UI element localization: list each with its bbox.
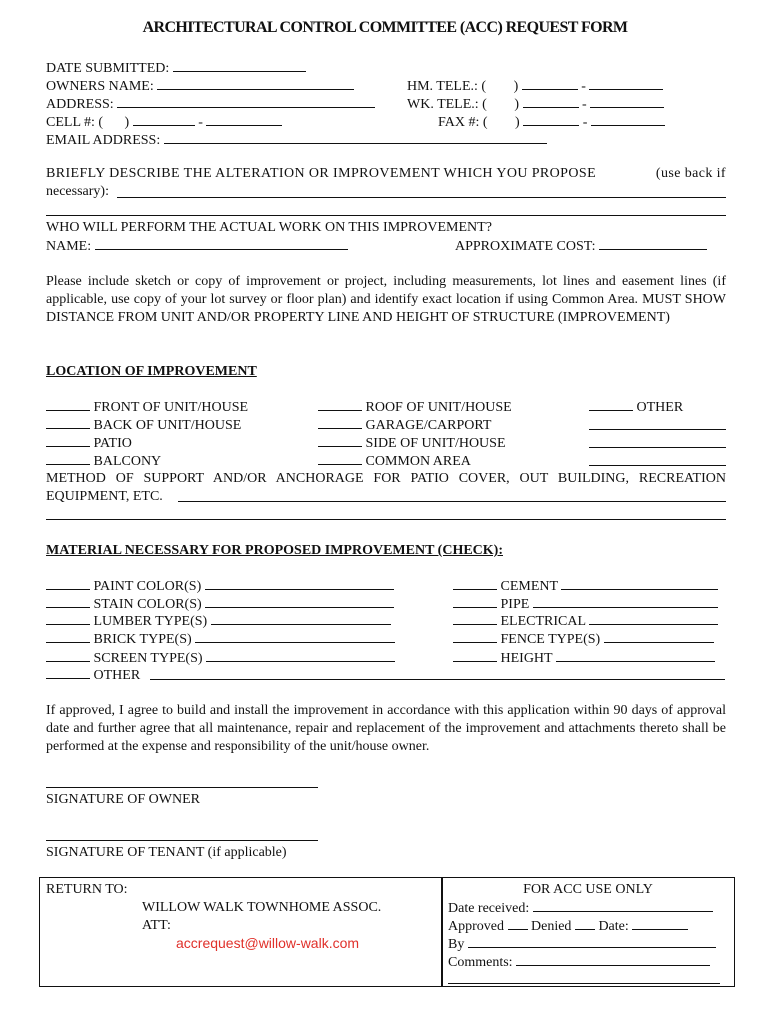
work-name-label: NAME:	[46, 239, 92, 254]
checkbox-line[interactable]	[318, 398, 362, 411]
return-to-box	[39, 877, 443, 987]
loc-other-line-3[interactable]	[589, 465, 726, 466]
mat-lumber[interactable]	[46, 612, 391, 630]
mat-cement[interactable]	[453, 577, 718, 595]
date-submitted-line[interactable]	[173, 59, 306, 72]
loc-other-line-1[interactable]	[589, 429, 726, 430]
loc-patio[interactable]	[46, 434, 132, 452]
acc-date-received-field[interactable]	[448, 899, 713, 917]
cost-field[interactable]	[455, 237, 707, 255]
loc-back-label: BACK OF UNIT/HOUSE	[93, 418, 242, 433]
hm-tele-number-line[interactable]	[589, 77, 663, 90]
checkbox-line[interactable]	[46, 434, 90, 447]
email-label: EMAIL ADDRESS:	[46, 133, 161, 148]
checkbox-line[interactable]	[46, 452, 90, 465]
mat-electrical-line[interactable]	[589, 612, 718, 625]
mat-fence-line[interactable]	[604, 630, 714, 643]
form-title: ARCHITECTURAL CONTROL COMMITTEE (ACC) REQUEST FORM	[142, 19, 628, 36]
acc-comments-line[interactable]	[516, 953, 710, 966]
loc-roof[interactable]	[318, 398, 512, 416]
acc-date-received-line[interactable]	[533, 899, 713, 912]
agreement-paragraph: If approved, I agree to build and install the improvement in accordance with this application within 90 days of approval date and further agree that all maintenance, repair and replacement of the improvement and attachments thereto shall be performed at the expense and responsibility of the unit/house owner.	[46, 703, 726, 754]
describe-label-cont: necessary):	[46, 184, 109, 199]
loc-balcony[interactable]	[46, 452, 161, 470]
method-line-b[interactable]	[46, 519, 726, 520]
mat-electrical-label: ELECTRICAL	[500, 614, 586, 629]
loc-balcony-label: BALCONY	[93, 454, 162, 469]
cell-label: CELL #: (	[46, 115, 104, 130]
mat-fence[interactable]	[453, 630, 714, 648]
work-name-field[interactable]	[46, 237, 348, 255]
checkbox-line[interactable]	[46, 630, 90, 643]
address-field[interactable]	[46, 95, 375, 113]
checkbox-line[interactable]	[453, 577, 497, 590]
acc-by-line[interactable]	[468, 935, 716, 948]
mat-stain[interactable]	[46, 595, 394, 613]
mat-other-line[interactable]	[150, 679, 725, 680]
acc-by-field[interactable]	[448, 935, 716, 953]
owner-signature-label: SIGNATURE OF OWNER	[46, 792, 200, 807]
loc-garage[interactable]	[318, 416, 491, 434]
checkbox-line[interactable]	[46, 416, 90, 429]
describe-line-2[interactable]	[46, 215, 726, 216]
checkbox-line[interactable]	[589, 398, 633, 411]
cell-field[interactable]	[46, 113, 282, 131]
checkbox-line[interactable]	[453, 595, 497, 608]
cell-paren-close: )	[124, 115, 130, 130]
mat-fence-label: FENCE TYPE(S)	[500, 632, 601, 647]
mat-other-label: OTHER	[93, 668, 141, 683]
acc-title: FOR ACC USE ONLY	[523, 882, 653, 897]
mat-paint-line[interactable]	[205, 577, 394, 590]
describe-note: (use back if	[655, 166, 726, 181]
wk-tele-label: WK. TELE.: (	[407, 97, 487, 112]
fax-field[interactable]	[438, 113, 665, 131]
mat-paint-label: PAINT COLOR(S)	[93, 579, 202, 594]
mat-electrical[interactable]	[453, 612, 718, 630]
mat-pipe-line[interactable]	[533, 595, 718, 608]
mat-brick-label: BRICK TYPE(S)	[93, 632, 192, 647]
loc-common-label: COMMON AREA	[365, 454, 471, 469]
loc-back[interactable]	[46, 416, 241, 434]
loc-garage-label: GARAGE/CARPORT	[365, 418, 492, 433]
describe-label-row	[46, 165, 726, 182]
mat-height-line[interactable]	[556, 649, 715, 662]
acc-date-label: Date:	[598, 919, 629, 934]
owners-name-label: OWNERS NAME:	[46, 79, 154, 94]
acc-date-received-label: Date received:	[448, 901, 530, 916]
wk-tele-number-line[interactable]	[590, 95, 664, 108]
describe-line-1[interactable]	[117, 197, 726, 198]
fax-dash: -	[582, 115, 588, 130]
mat-pipe-label: PIPE	[500, 597, 530, 612]
location-heading: LOCATION OF IMPROVEMENT	[46, 364, 257, 379]
loc-roof-label: ROOF OF UNIT/HOUSE	[365, 400, 512, 415]
mat-screen-label: SCREEN TYPE(S)	[93, 651, 203, 666]
checkbox-line[interactable]	[453, 649, 497, 662]
loc-other[interactable]	[589, 398, 683, 416]
mat-brick-line[interactable]	[195, 630, 395, 643]
method-line-1: METHOD OF SUPPORT AND/OR ANCHORAGE FOR PATIO COVER, OUT BUILDING, RECREATION	[46, 471, 726, 486]
mat-lumber-line[interactable]	[211, 612, 391, 625]
wk-tele-field[interactable]	[407, 95, 664, 113]
mat-stain-line[interactable]	[205, 595, 394, 608]
loc-patio-label: PATIO	[93, 436, 132, 451]
checkbox-line[interactable]	[318, 434, 362, 447]
mat-stain-label: STAIN COLOR(S)	[93, 597, 202, 612]
acc-denied-label: Denied	[531, 919, 572, 934]
email-field[interactable]	[46, 131, 547, 149]
acc-comments-field[interactable]	[448, 953, 710, 971]
acc-date-line[interactable]	[632, 917, 688, 930]
return-org: WILLOW WALK TOWNHOME ASSOC.	[142, 900, 382, 915]
email-line[interactable]	[164, 131, 547, 144]
mat-screen-line[interactable]	[206, 649, 395, 662]
loc-side[interactable]	[318, 434, 506, 452]
date-submitted-label: DATE SUBMITTED:	[46, 61, 170, 76]
checkbox-line[interactable]	[318, 416, 362, 429]
acc-comments-label: Comments:	[448, 955, 513, 970]
return-email-link[interactable]: accrequest@willow-walk.com	[176, 935, 360, 951]
describe-label: BRIEFLY DESCRIBE THE ALTERATION OR IMPROVEMENT WHICH YOU PROPOSE	[46, 166, 597, 181]
mat-cement-label: CEMENT	[500, 579, 558, 594]
cell-prefix-line[interactable]	[133, 113, 195, 126]
checkbox-line[interactable]	[46, 595, 90, 608]
fax-prefix-line[interactable]	[523, 113, 579, 126]
mat-cement-line[interactable]	[561, 577, 718, 590]
hm-tele-paren-close: )	[513, 79, 519, 94]
work-question: WHO WILL PERFORM THE ACTUAL WORK ON THIS IMPROVEMENT?	[46, 220, 492, 235]
instructions-paragraph: Please include sketch or copy of improvement or project, including measurements, lot lines and easement lines (if applicable, use copy of your lot survey or floor plan) and identify exact location if using Common Area. MUST SHOW DISTANCE FROM UNIT AND/OR PROPERTY LINE AND HEIGHT OF STRUCTURE (IMPROVEMENT)	[46, 274, 726, 325]
mat-lumber-label: LUMBER TYPE(S)	[93, 614, 208, 629]
mat-paint[interactable]	[46, 577, 394, 595]
work-name-line[interactable]	[95, 237, 348, 250]
loc-other-line-2[interactable]	[589, 447, 726, 448]
loc-side-label: SIDE OF UNIT/HOUSE	[365, 436, 506, 451]
acc-approval-field[interactable]	[448, 917, 688, 935]
checkbox-line[interactable]	[46, 577, 90, 590]
address-label: ADDRESS:	[46, 97, 114, 112]
mat-screen[interactable]	[46, 649, 395, 667]
fax-label: FAX #: (	[438, 115, 488, 130]
checkbox-line[interactable]	[46, 649, 90, 662]
loc-front-label: FRONT OF UNIT/HOUSE	[93, 400, 249, 415]
acc-use-box	[441, 877, 735, 987]
mat-brick[interactable]	[46, 630, 395, 648]
acc-denied-line[interactable]	[575, 917, 595, 930]
hm-tele-field[interactable]	[407, 77, 663, 95]
tenant-signature-line[interactable]	[46, 840, 318, 841]
checkbox-line[interactable]	[46, 666, 90, 679]
hm-tele-dash: -	[581, 79, 586, 94]
mat-other[interactable]	[46, 666, 140, 684]
owners-name-field[interactable]	[46, 77, 354, 95]
mat-height-label: HEIGHT	[500, 651, 553, 666]
return-att: ATT:	[142, 918, 171, 933]
checkbox-line[interactable]	[453, 630, 497, 643]
checkbox-line[interactable]	[46, 398, 90, 411]
date-submitted-field[interactable]	[46, 59, 306, 77]
method-line-a[interactable]	[178, 501, 726, 502]
mat-pipe[interactable]	[453, 595, 718, 613]
wk-tele-dash: -	[582, 97, 587, 112]
tenant-signature-label: SIGNATURE OF TENANT (if applicable)	[46, 845, 287, 860]
material-heading: MATERIAL NECESSARY FOR PROPOSED IMPROVEMENT (CHECK):	[46, 543, 503, 558]
mat-height[interactable]	[453, 649, 715, 667]
checkbox-line[interactable]	[453, 612, 497, 625]
return-to-label: RETURN TO:	[46, 882, 128, 897]
method-label-2: EQUIPMENT, ETC.	[46, 489, 163, 504]
wk-tele-prefix-line[interactable]	[523, 95, 579, 108]
owners-name-line[interactable]	[157, 77, 354, 90]
owner-signature-line[interactable]	[46, 787, 318, 788]
checkbox-line[interactable]	[318, 452, 362, 465]
wk-tele-paren-close: )	[514, 97, 520, 112]
hm-tele-label: HM. TELE.: (	[407, 79, 487, 94]
checkbox-line[interactable]	[46, 612, 90, 625]
loc-front[interactable]	[46, 398, 248, 416]
fax-paren-close: )	[515, 115, 520, 130]
fax-number-line[interactable]	[591, 113, 665, 126]
loc-common[interactable]	[318, 452, 471, 470]
cost-label: APPROXIMATE COST:	[455, 239, 596, 254]
loc-other-label: OTHER	[636, 400, 684, 415]
acc-by-label: By	[448, 937, 465, 952]
cell-dash: -	[198, 115, 203, 130]
acc-approved-line[interactable]	[508, 917, 528, 930]
acc-approved-label: Approved	[448, 919, 504, 934]
address-line[interactable]	[117, 95, 375, 108]
cell-number-line[interactable]	[206, 113, 282, 126]
cost-line[interactable]	[599, 237, 707, 250]
acc-comments-line-2[interactable]	[448, 983, 720, 984]
hm-tele-prefix-line[interactable]	[522, 77, 578, 90]
